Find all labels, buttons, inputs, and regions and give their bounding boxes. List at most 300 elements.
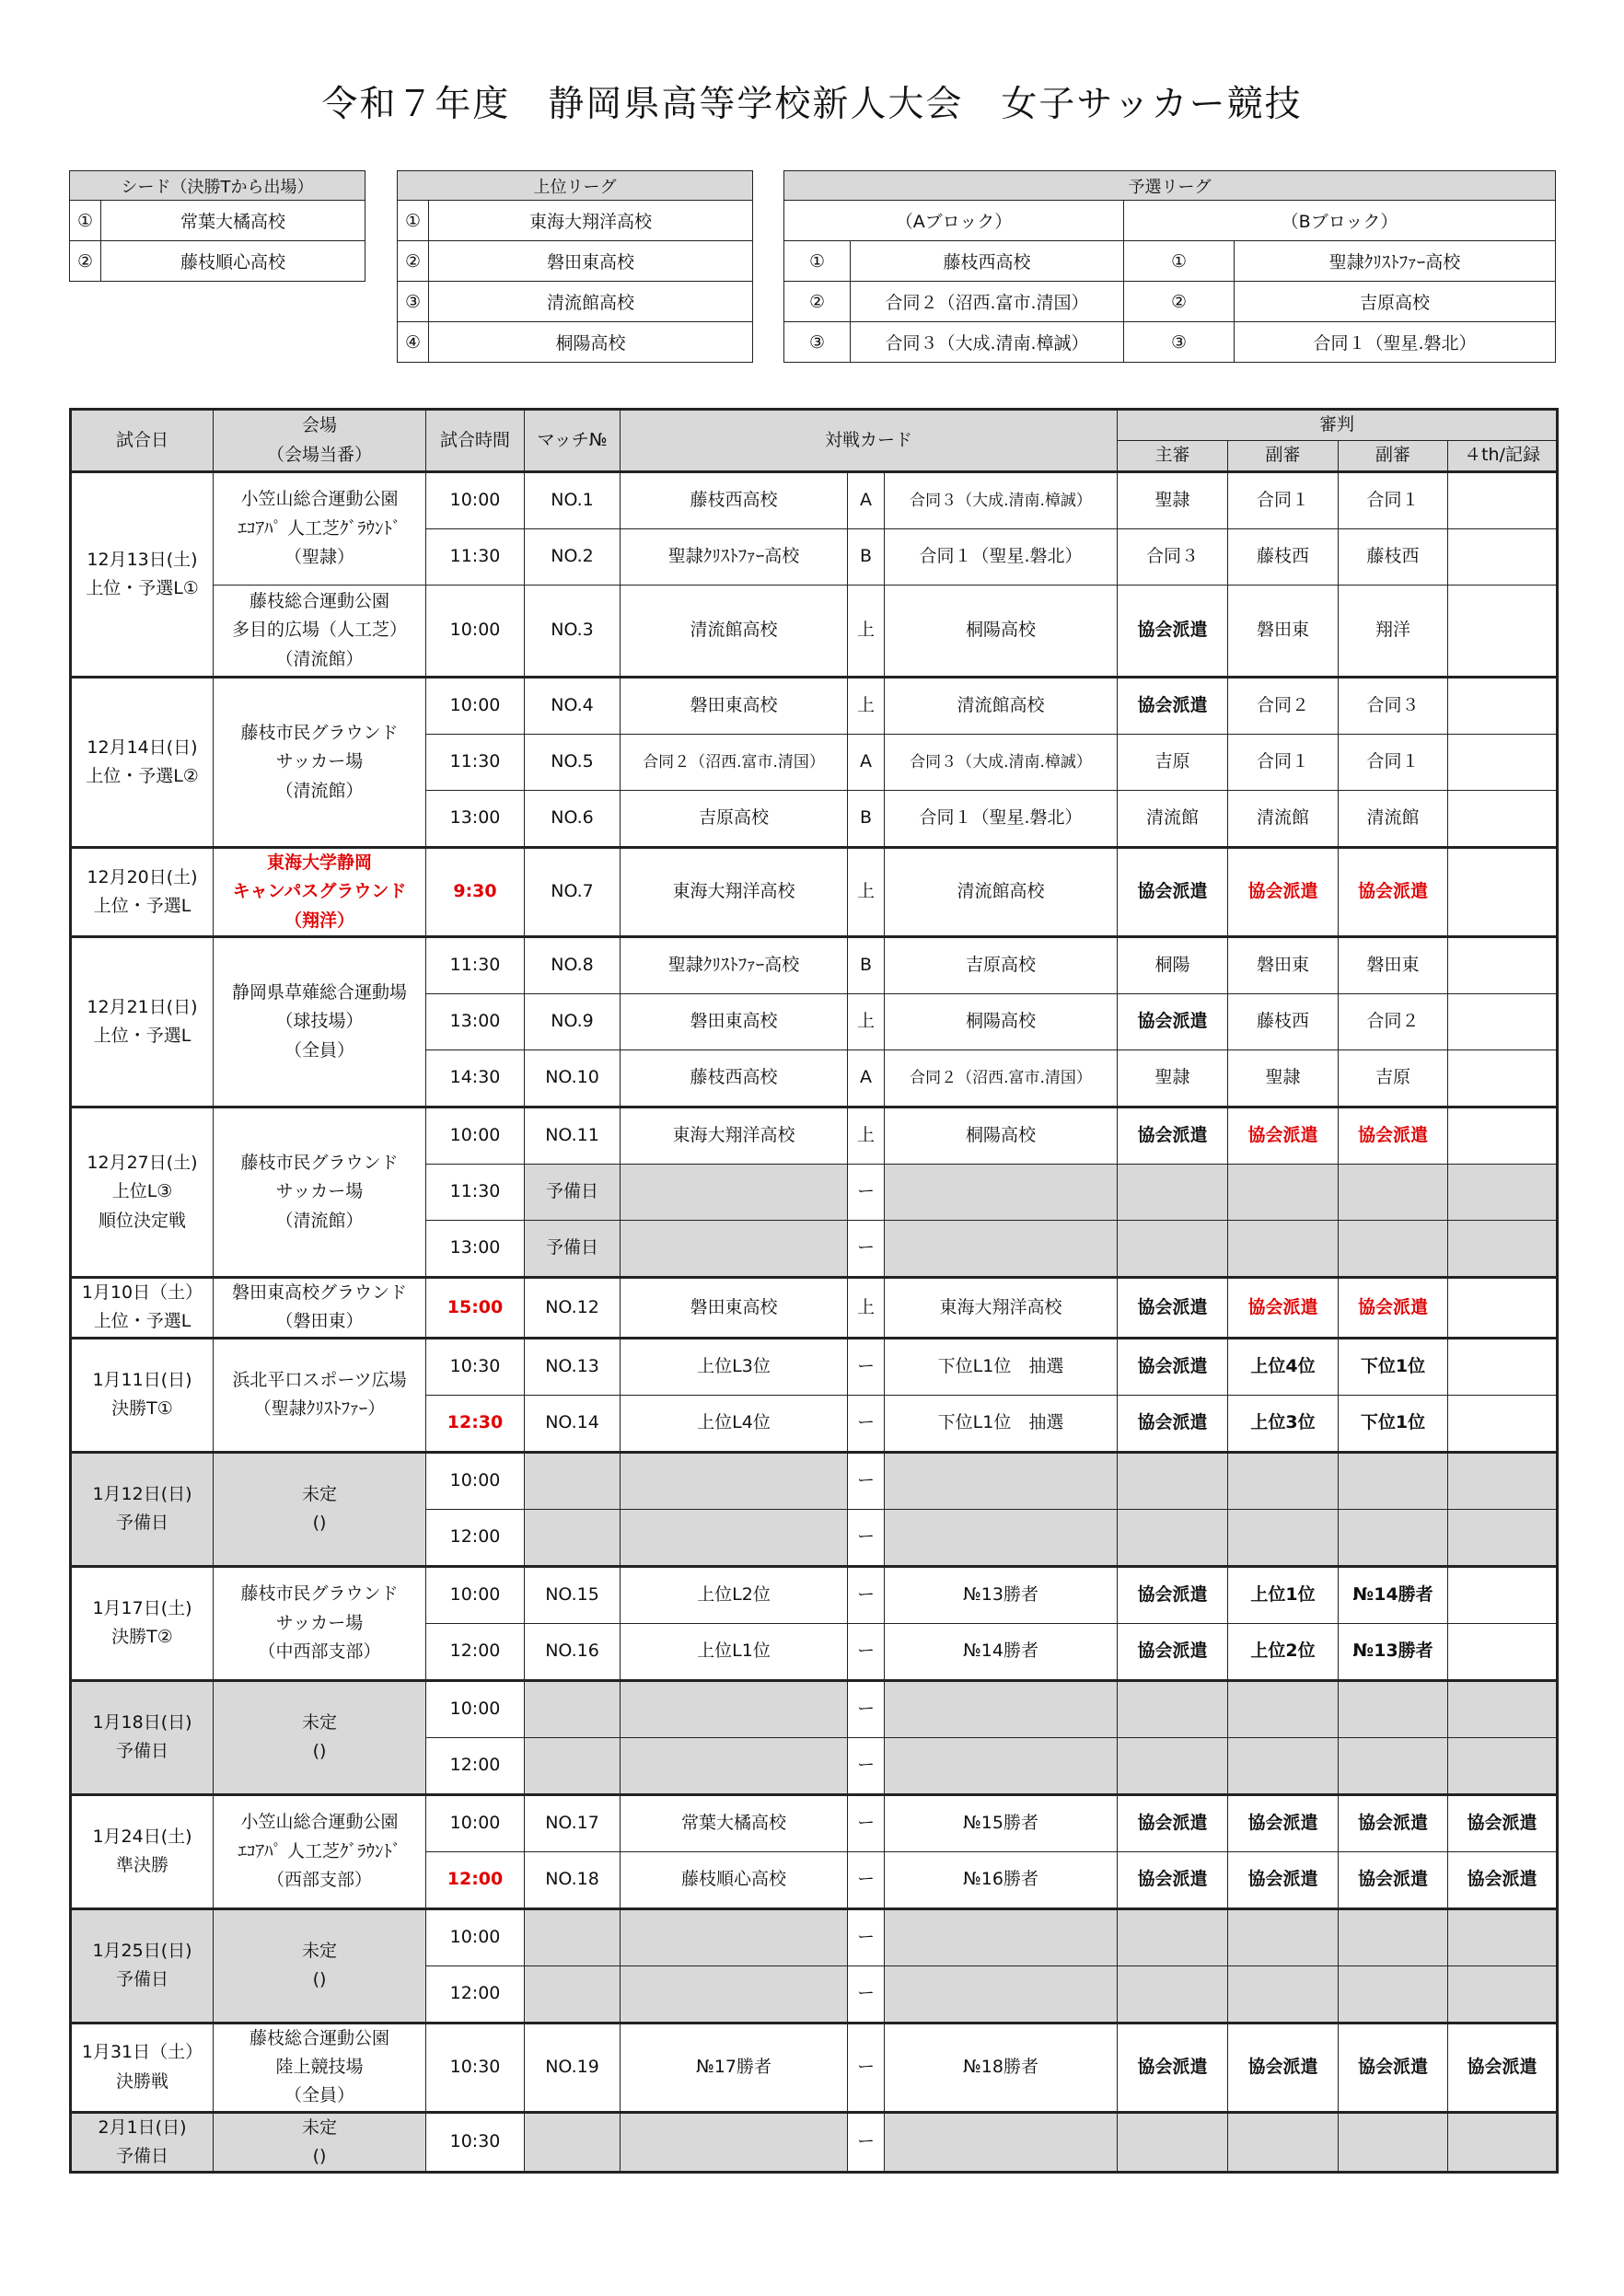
referee-assist (1339, 1509, 1448, 1566)
referee-assist (1339, 2112, 1448, 2173)
referee-fourth (1448, 1338, 1558, 1395)
schedule-table (69, 408, 1559, 2174)
home-team: №17勝者 (621, 2023, 848, 2112)
match-no: NO.12 (525, 1278, 621, 1339)
away-team: 東海大翔洋高校 (885, 1278, 1118, 1339)
match-date: 1月10日（土） 上位・予選L (71, 1278, 214, 1339)
match-no (525, 1966, 621, 2023)
prelim-b-team: 聖隷ｸﾘｽﾄﾌｧｰ高校 (1235, 241, 1556, 282)
referee-assist (1228, 1966, 1339, 2023)
referee-fourth (1448, 2112, 1558, 2173)
header-assist1: 副審 (1228, 441, 1339, 472)
referee-fourth (1448, 1165, 1558, 1221)
referee-assist (1228, 1680, 1339, 1737)
match-time: 11:30 (426, 1165, 525, 1221)
home-team: 上位L4位 (621, 1395, 848, 1452)
header-fourth: ４th/記録 (1448, 441, 1558, 472)
card-mark: ー (848, 1623, 885, 1680)
referee-chief: 吉原 (1118, 735, 1228, 791)
header-venue: 会場 （会場当番） (214, 410, 426, 472)
match-venue: 静岡県草薙総合運動場 （球技場） （全員） (214, 937, 426, 1107)
card-mark: ー (848, 1395, 885, 1452)
referee-fourth (1448, 1623, 1558, 1680)
match-row (71, 1278, 1558, 1339)
match-venue: 未定 () (214, 2112, 426, 2173)
seed-team: 常葉大橘高校 (101, 201, 365, 241)
referee-assist: 合同１ (1228, 735, 1339, 791)
match-no: NO.1 (525, 472, 621, 529)
referee-assist: 合同１ (1339, 735, 1448, 791)
seed-header: シード（決勝Tから出場） (70, 171, 365, 201)
match-no: NO.14 (525, 1395, 621, 1452)
match-date: 1月24日(土) 準決勝 (71, 1794, 214, 1908)
referee-chief: 協会派遣 (1118, 678, 1228, 735)
away-team (885, 1966, 1118, 2023)
referee-fourth (1448, 937, 1558, 994)
seed-num: ① (70, 201, 101, 241)
card-mark: ー (848, 1680, 885, 1737)
prelim-b-header: （Bブロック） (1124, 201, 1556, 241)
referee-assist: 聖隷 (1228, 1050, 1339, 1107)
referee-chief (1118, 1908, 1228, 1966)
seed-row (70, 241, 365, 282)
match-venue: 小笠山総合運動公園 ｴｺｱﾊﾟ 人工芝ｸﾞﾗｳﾝﾄﾞ （西部支部） (214, 1794, 426, 1908)
home-team: 磐田東高校 (621, 678, 848, 735)
header-card: 対戦カード (621, 410, 1118, 472)
match-no (525, 1452, 621, 1509)
prelim-header: 予選リーグ (784, 171, 1556, 201)
match-venue: 藤枝総合運動公園 多目的広場（人工芝） （清流館） (214, 586, 426, 678)
referee-assist (1228, 1908, 1339, 1966)
away-team: 桐陽高校 (885, 1107, 1118, 1165)
prelim-a-team: 藤枝西高校 (851, 241, 1124, 282)
prelim-a-team: 合同３（大成.清南.樟誠） (851, 322, 1124, 363)
match-date: 1月18日(日) 予備日 (71, 1680, 214, 1794)
match-venue: 未定 () (214, 1452, 426, 1566)
home-team: 常葉大橘高校 (621, 1794, 848, 1851)
card-mark: B (848, 791, 885, 848)
home-team (621, 2112, 848, 2173)
referee-chief: 協会派遣 (1118, 2023, 1228, 2112)
away-team: 下位L1位 抽選 (885, 1338, 1118, 1395)
prelim-row (784, 241, 1556, 282)
upper-num: ③ (398, 282, 429, 322)
referee-chief: 協会派遣 (1118, 1107, 1228, 1165)
match-date: 1月25日(日) 予備日 (71, 1908, 214, 2023)
away-team: №13勝者 (885, 1566, 1118, 1623)
referee-chief (1118, 1680, 1228, 1737)
prelim-a-num: ① (784, 241, 851, 282)
referee-assist: №13勝者 (1339, 1623, 1448, 1680)
home-team (621, 1680, 848, 1737)
match-row (71, 1107, 1558, 1165)
away-team: №18勝者 (885, 2023, 1118, 2112)
referee-fourth (1448, 791, 1558, 848)
prelim-b-num: ① (1124, 241, 1235, 282)
header-assist2: 副審 (1339, 441, 1448, 472)
match-no: NO.9 (525, 994, 621, 1050)
match-time: 15:00 (426, 1278, 525, 1339)
referee-assist: 下位1位 (1339, 1338, 1448, 1395)
away-team: 清流館高校 (885, 678, 1118, 735)
header-date: 試合日 (71, 410, 214, 472)
referee-assist: 協会派遣 (1228, 2023, 1339, 2112)
referee-assist: 協会派遣 (1228, 1794, 1339, 1851)
card-mark: ー (848, 1452, 885, 1509)
referee-assist: 協会派遣 (1228, 1851, 1339, 1908)
home-team: 藤枝順心高校 (621, 1851, 848, 1908)
match-venue: 藤枝市民グラウンド サッカー場 （清流館） (214, 1107, 426, 1278)
referee-assist (1228, 1221, 1339, 1278)
referee-assist (1228, 1165, 1339, 1221)
match-no: NO.11 (525, 1107, 621, 1165)
referee-chief: 協会派遣 (1118, 1278, 1228, 1339)
prelim-row (784, 282, 1556, 322)
match-time: 10:00 (426, 1908, 525, 1966)
referee-chief: 桐陽 (1118, 937, 1228, 994)
match-time: 12:00 (426, 1623, 525, 1680)
match-no: NO.3 (525, 586, 621, 678)
card-mark: ー (848, 2023, 885, 2112)
match-date: 2月1日(日) 予備日 (71, 2112, 214, 2173)
referee-chief: 聖隷 (1118, 472, 1228, 529)
referee-chief: 協会派遣 (1118, 1623, 1228, 1680)
referee-chief: 協会派遣 (1118, 1851, 1228, 1908)
upper-header: 上位リーグ (398, 171, 753, 201)
upper-row (398, 201, 753, 241)
away-team (885, 2112, 1118, 2173)
away-team: 合同１（聖星.磐北） (885, 529, 1118, 586)
match-time: 10:00 (426, 586, 525, 678)
away-team: 合同１（聖星.磐北） (885, 791, 1118, 848)
match-no (525, 1737, 621, 1794)
referee-chief: 協会派遣 (1118, 1395, 1228, 1452)
match-row (71, 678, 1558, 735)
referee-fourth (1448, 472, 1558, 529)
seed-team: 藤枝順心高校 (101, 241, 365, 282)
upper-team: 東海大翔洋高校 (429, 201, 753, 241)
seed-table (69, 170, 365, 282)
match-no: NO.7 (525, 848, 621, 937)
match-venue: 藤枝市民グラウンド サッカー場 （清流館） (214, 678, 426, 848)
match-time: 10:00 (426, 678, 525, 735)
match-time: 10:30 (426, 1338, 525, 1395)
match-row (71, 1566, 1558, 1623)
referee-assist: 協会派遣 (1228, 1107, 1339, 1165)
referee-chief: 協会派遣 (1118, 848, 1228, 937)
match-row (71, 2023, 1558, 2112)
match-time: 13:00 (426, 1221, 525, 1278)
home-team (621, 1737, 848, 1794)
referee-assist: 合同３ (1339, 678, 1448, 735)
referee-chief: 協会派遣 (1118, 1794, 1228, 1851)
match-time: 13:00 (426, 791, 525, 848)
referee-fourth (1448, 994, 1558, 1050)
away-team: 吉原高校 (885, 937, 1118, 994)
upper-row (398, 241, 753, 282)
home-team (621, 1509, 848, 1566)
match-venue: 磐田東高校グラウンド （磐田東） (214, 1278, 426, 1339)
referee-fourth (1448, 1566, 1558, 1623)
referee-assist (1339, 1737, 1448, 1794)
referee-chief (1118, 1509, 1228, 1566)
home-team: 吉原高校 (621, 791, 848, 848)
card-mark: ー (848, 1966, 885, 2023)
upper-team: 桐陽高校 (429, 322, 753, 363)
match-row (71, 1452, 1558, 1509)
card-mark: 上 (848, 678, 885, 735)
match-row (71, 1794, 1558, 1851)
referee-fourth (1448, 1680, 1558, 1737)
match-no: NO.10 (525, 1050, 621, 1107)
home-team: 聖隷ｸﾘｽﾄﾌｧｰ高校 (621, 937, 848, 994)
match-no: NO.15 (525, 1566, 621, 1623)
page-title: 令和７年度 静岡県高等学校新人大会 女子サッカー競技 (321, 84, 1303, 125)
match-time: 10:30 (426, 2023, 525, 2112)
card-mark: ー (848, 1509, 885, 1566)
match-no: NO.17 (525, 1794, 621, 1851)
match-venue: 浜北平口スポーツ広場 （聖隷ｸﾘｽﾄﾌｧｰ） (214, 1338, 426, 1452)
home-team: 磐田東高校 (621, 1278, 848, 1339)
referee-chief (1118, 1221, 1228, 1278)
match-row (71, 1338, 1558, 1395)
referee-chief: 協会派遣 (1118, 1338, 1228, 1395)
header-referee: 審判 (1118, 410, 1558, 441)
referee-fourth (1448, 586, 1558, 678)
referee-chief (1118, 1165, 1228, 1221)
prelim-b-team: 合同１（聖星.磐北） (1235, 322, 1556, 363)
match-venue: 藤枝総合運動公園 陸上競技場 （全員） (214, 2023, 426, 2112)
match-no: NO.6 (525, 791, 621, 848)
referee-chief (1118, 2112, 1228, 2173)
match-row (71, 2112, 1558, 2173)
match-row (71, 1908, 1558, 1966)
match-time: 12:30 (426, 1395, 525, 1452)
away-team: 桐陽高校 (885, 994, 1118, 1050)
away-team: 桐陽高校 (885, 586, 1118, 678)
away-team: 合同３（大成.清南.樟誠） (885, 735, 1118, 791)
match-no (525, 1680, 621, 1737)
referee-fourth (1448, 1050, 1558, 1107)
match-no (525, 2112, 621, 2173)
home-team (621, 1908, 848, 1966)
match-time: 13:00 (426, 994, 525, 1050)
home-team: 磐田東高校 (621, 994, 848, 1050)
match-time: 12:00 (426, 1737, 525, 1794)
away-team: №15勝者 (885, 1794, 1118, 1851)
away-team (885, 1221, 1118, 1278)
home-team: 上位L2位 (621, 1566, 848, 1623)
home-team (621, 1966, 848, 2023)
referee-assist (1339, 1908, 1448, 1966)
referee-fourth (1448, 1107, 1558, 1165)
referee-chief: 清流館 (1118, 791, 1228, 848)
referee-assist: 下位1位 (1339, 1395, 1448, 1452)
home-team: 聖隷ｸﾘｽﾄﾌｧｰ高校 (621, 529, 848, 586)
header-time: 試合時間 (426, 410, 525, 472)
referee-assist: 藤枝西 (1228, 994, 1339, 1050)
referee-assist: 協会派遣 (1228, 1278, 1339, 1339)
referee-assist: 合同２ (1228, 678, 1339, 735)
referee-fourth (1448, 735, 1558, 791)
referee-fourth: 協会派遣 (1448, 1794, 1558, 1851)
referee-assist: 協会派遣 (1339, 848, 1448, 937)
seed-num: ② (70, 241, 101, 282)
match-no: NO.16 (525, 1623, 621, 1680)
card-mark: A (848, 1050, 885, 1107)
match-date: 1月11日(日) 決勝T① (71, 1338, 214, 1452)
referee-assist: 協会派遣 (1228, 848, 1339, 937)
referee-fourth (1448, 678, 1558, 735)
referee-assist: 協会派遣 (1339, 2023, 1448, 2112)
referee-chief (1118, 1452, 1228, 1509)
match-time: 12:00 (426, 1966, 525, 2023)
referee-chief: 協会派遣 (1118, 994, 1228, 1050)
card-mark: B (848, 937, 885, 994)
card-mark: B (848, 529, 885, 586)
home-team (621, 1221, 848, 1278)
referee-fourth (1448, 1452, 1558, 1509)
referee-assist (1228, 1509, 1339, 1566)
referee-assist (1228, 1452, 1339, 1509)
referee-assist: 磐田東 (1228, 586, 1339, 678)
referee-fourth: 協会派遣 (1448, 1851, 1558, 1908)
referee-assist (1339, 1165, 1448, 1221)
match-date: 12月21日(日) 上位・予選L (71, 937, 214, 1107)
match-no: NO.13 (525, 1338, 621, 1395)
card-mark: 上 (848, 1107, 885, 1165)
away-team (885, 1165, 1118, 1221)
match-venue: 藤枝市民グラウンド サッカー場 （中西部支部） (214, 1566, 426, 1680)
away-team (885, 1908, 1118, 1966)
seed-row (70, 201, 365, 241)
referee-assist (1228, 1737, 1339, 1794)
prelim-b-num: ③ (1124, 322, 1235, 363)
referee-assist: 上位1位 (1228, 1566, 1339, 1623)
home-team: 清流館高校 (621, 586, 848, 678)
home-team (621, 1452, 848, 1509)
match-time: 10:00 (426, 472, 525, 529)
upper-row (398, 322, 753, 363)
match-no: NO.18 (525, 1851, 621, 1908)
home-team: 合同２（沼西.富市.清国） (621, 735, 848, 791)
match-venue: 未定 () (214, 1908, 426, 2023)
referee-chief: 合同３ (1118, 529, 1228, 586)
match-time: 11:30 (426, 735, 525, 791)
away-team: 合同３（大成.清南.樟誠） (885, 472, 1118, 529)
upper-team: 磐田東高校 (429, 241, 753, 282)
match-venue: 東海大学静岡 キャンパスグラウンド （翔洋） (214, 848, 426, 937)
match-row (71, 1680, 1558, 1737)
home-team: 東海大翔洋高校 (621, 848, 848, 937)
prelim-row (784, 322, 1556, 363)
match-row (71, 472, 1558, 529)
match-time: 10:00 (426, 1107, 525, 1165)
card-mark: A (848, 472, 885, 529)
card-mark: ー (848, 1165, 885, 1221)
card-mark: A (848, 735, 885, 791)
match-no (525, 1908, 621, 1966)
referee-fourth (1448, 1509, 1558, 1566)
referee-assist (1339, 1966, 1448, 2023)
prelim-a-num: ② (784, 282, 851, 322)
match-date: 12月27日(土) 上位L③ 順位決定戦 (71, 1107, 214, 1278)
match-date: 12月14日(日) 上位・予選L② (71, 678, 214, 848)
card-mark: ー (848, 1851, 885, 1908)
referee-assist: 上位3位 (1228, 1395, 1339, 1452)
referee-fourth (1448, 1221, 1558, 1278)
match-time: 11:30 (426, 529, 525, 586)
referee-assist: 合同２ (1339, 994, 1448, 1050)
header-match-no: マッチ№ (525, 410, 621, 472)
match-no: 予備日 (525, 1221, 621, 1278)
card-mark: 上 (848, 848, 885, 937)
referee-assist: 協会派遣 (1339, 1107, 1448, 1165)
match-date: 12月13日(土) 上位・予選L① (71, 472, 214, 678)
referee-assist (1339, 1452, 1448, 1509)
home-team: 上位L3位 (621, 1338, 848, 1395)
referee-fourth (1448, 1278, 1558, 1339)
away-team: 下位L1位 抽選 (885, 1395, 1118, 1452)
match-time: 10:30 (426, 2112, 525, 2173)
home-team: 東海大翔洋高校 (621, 1107, 848, 1165)
referee-assist: 藤枝西 (1228, 529, 1339, 586)
referee-fourth (1448, 1395, 1558, 1452)
away-team: №14勝者 (885, 1623, 1118, 1680)
upper-league-table (397, 170, 753, 363)
card-mark: ー (848, 1908, 885, 1966)
referee-assist: №14勝者 (1339, 1566, 1448, 1623)
match-no: 予備日 (525, 1165, 621, 1221)
match-no: NO.4 (525, 678, 621, 735)
match-time: 10:00 (426, 1794, 525, 1851)
card-mark: ー (848, 1566, 885, 1623)
prelim-a-header: （Aブロック） (784, 201, 1124, 241)
referee-assist (1228, 2112, 1339, 2173)
match-time: 11:30 (426, 937, 525, 994)
referee-assist: 上位2位 (1228, 1623, 1339, 1680)
away-team (885, 1737, 1118, 1794)
away-team: №16勝者 (885, 1851, 1118, 1908)
upper-num: ④ (398, 322, 429, 363)
referee-assist: 磐田東 (1228, 937, 1339, 994)
match-time: 14:30 (426, 1050, 525, 1107)
prelim-a-num: ③ (784, 322, 851, 363)
referee-assist: 翔洋 (1339, 586, 1448, 678)
match-date: 1月17日(土) 決勝T② (71, 1566, 214, 1680)
referee-assist: 藤枝西 (1339, 529, 1448, 586)
referee-assist: 清流館 (1339, 791, 1448, 848)
header-chief: 主審 (1118, 441, 1228, 472)
match-no: NO.19 (525, 2023, 621, 2112)
home-team: 藤枝西高校 (621, 472, 848, 529)
home-team (621, 1165, 848, 1221)
referee-assist: 協会派遣 (1339, 1794, 1448, 1851)
match-date: 1月12日(日) 予備日 (71, 1452, 214, 1566)
match-date: 1月31日（土） 決勝戦 (71, 2023, 214, 2112)
referee-assist: 清流館 (1228, 791, 1339, 848)
referee-assist: 合同１ (1228, 472, 1339, 529)
match-venue: 未定 () (214, 1680, 426, 1794)
upper-team: 清流館高校 (429, 282, 753, 322)
referee-assist: 合同１ (1339, 472, 1448, 529)
card-mark: ー (848, 1737, 885, 1794)
away-team (885, 1452, 1118, 1509)
card-mark: ー (848, 1338, 885, 1395)
match-time: 9:30 (426, 848, 525, 937)
referee-assist: 吉原 (1339, 1050, 1448, 1107)
referee-assist: 上位4位 (1228, 1338, 1339, 1395)
